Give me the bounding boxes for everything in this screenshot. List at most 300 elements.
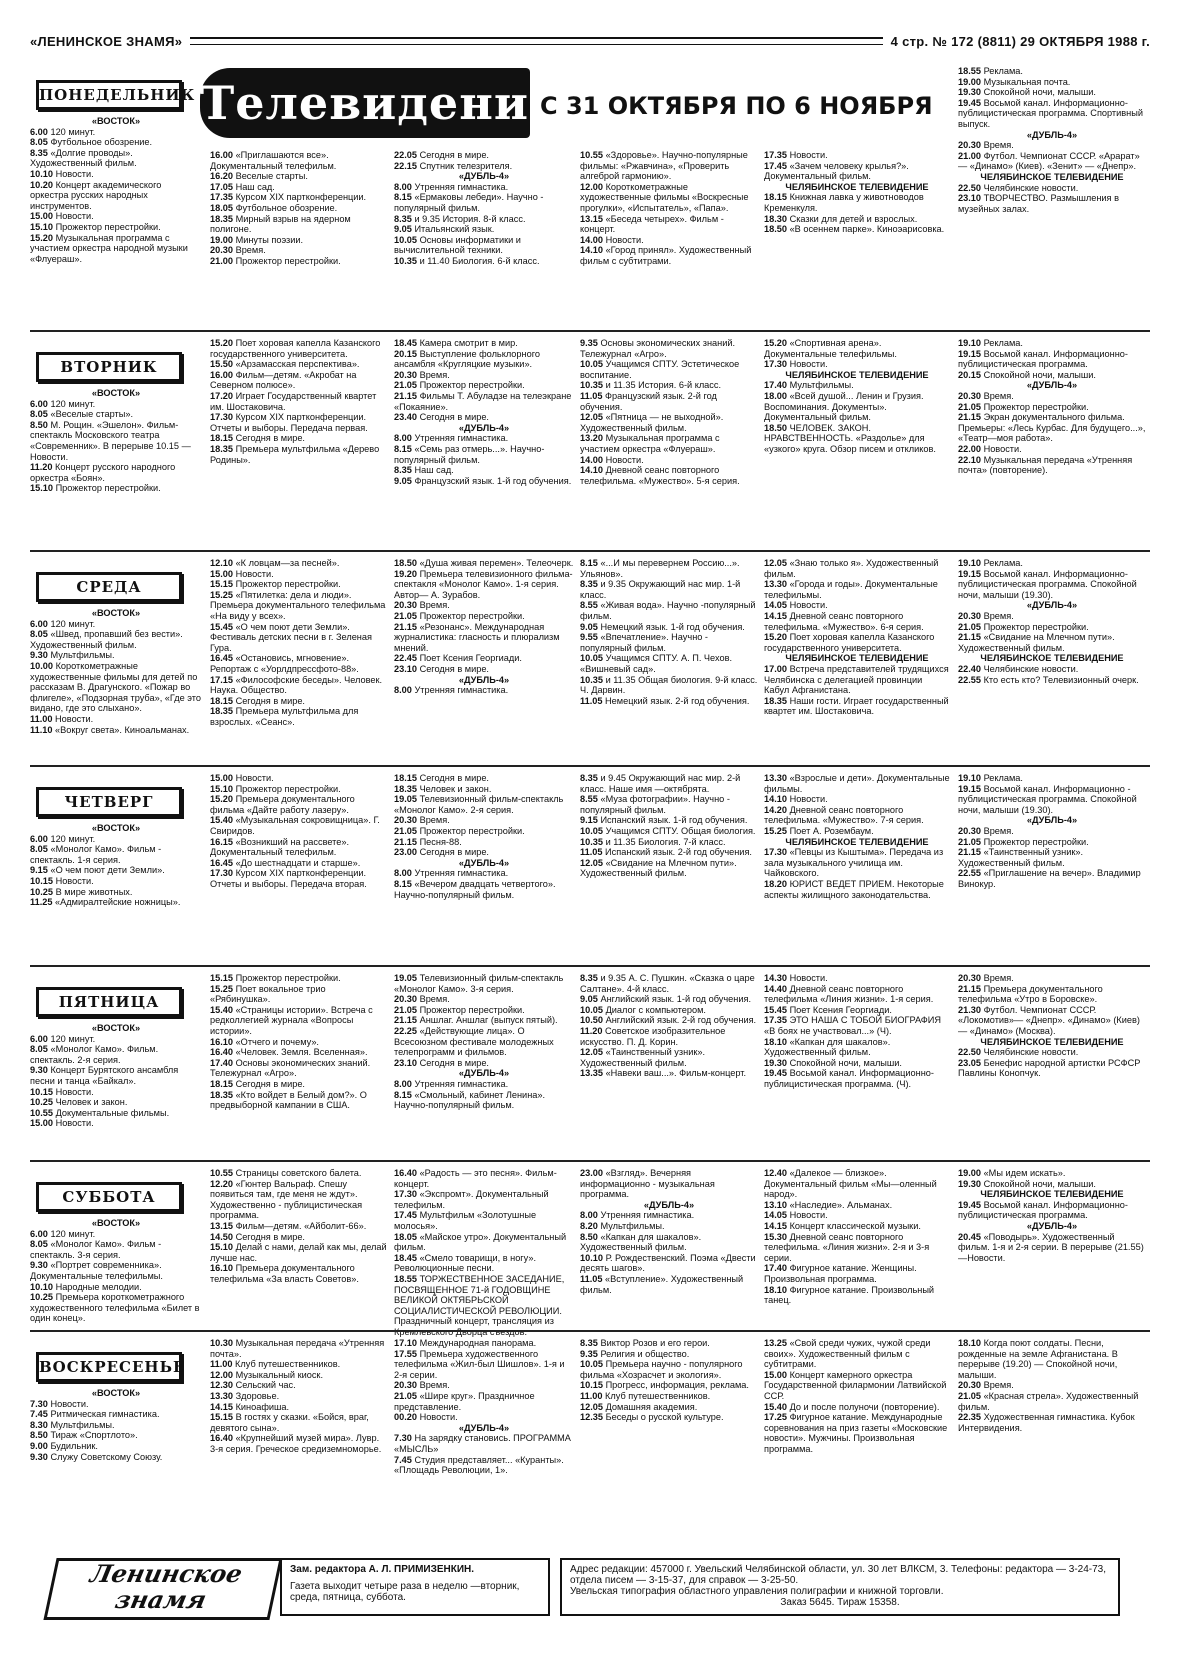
program-time: 9.15 (30, 865, 48, 876)
program-time: 21.05 (394, 1004, 417, 1015)
program-entry (394, 973, 574, 994)
program-entry (580, 847, 758, 858)
schedule-column (764, 338, 950, 455)
program-time: 19.15 (958, 783, 981, 794)
program-title: «Действующие лица». О Всесоюзном фестивале молодежных телепрограмм и фильмов. (394, 1025, 554, 1058)
editor-line: Зам. редактора А. Л. ПРИМИЗЕНКИН. (290, 1564, 475, 1575)
program-title: «Спортивная арена». Документальные телефильмы. (764, 338, 897, 359)
program-title: Народные мелодии. (55, 1281, 142, 1292)
schedule-column (580, 1338, 758, 1423)
program-title: Фигурное катание. Женщины. Произвольная программа. (764, 1263, 917, 1284)
schedule-column (30, 973, 202, 1129)
program-entry (210, 1242, 388, 1263)
program-entry (210, 338, 388, 359)
program-time: 10.00 (30, 660, 53, 671)
program-title: Прожектор перестройки. (55, 221, 161, 232)
program-time: 8.00 (394, 868, 412, 879)
program-entry (30, 865, 202, 876)
program-time: 15.45 (764, 1004, 787, 1015)
program-time: 9.30 (30, 1451, 48, 1462)
program-title: «Приглашаются все». Документальный телефильм. (210, 150, 337, 171)
program-title: Дневной сеанс повторного телефильма. «Линия жизни». 2-я и 3-я серии. (764, 1231, 930, 1263)
program-title: Премьера телевизионного фильма-спектакля «Монолог Камо». 1-я серия. Автор— А. Зурабов. (394, 568, 573, 600)
program-entry (394, 1232, 574, 1253)
program-entry (958, 77, 1146, 88)
program-title: Премьера документального телефильма «Утро в Боровске». (958, 983, 1103, 1005)
program-entry (580, 696, 758, 707)
program-time: 15.20 (30, 232, 53, 243)
program-time: 16.40 (210, 1433, 233, 1444)
program-title: и 9.45 Окружающий нас мир. 2-й класс. Наше имя —октябрята. (580, 773, 741, 794)
program-entry (210, 150, 388, 171)
schedule-column (210, 338, 388, 465)
program-time: 10.55 (30, 1107, 53, 1118)
program-entry (958, 773, 1146, 784)
program-time: 21.05 (958, 1390, 981, 1401)
program-entry (210, 984, 388, 1005)
program-title: Страницы советского балета. (235, 1168, 362, 1178)
program-entry (580, 1380, 758, 1391)
program-title: Сельский час. (235, 1380, 296, 1391)
program-time: 8.05 (30, 137, 48, 148)
program-entry (210, 868, 388, 889)
program-entry (764, 423, 950, 455)
program-entry (30, 483, 202, 494)
program-time: 19.20 (394, 568, 417, 579)
program-entry (394, 558, 574, 569)
program-title: «Отчего и почему». (235, 1036, 319, 1047)
program-entry (210, 171, 388, 182)
program-title: Восьмой канал. Информационно-публицистическая программа. (Ч). (764, 1068, 934, 1089)
program-title: Новости. (789, 359, 828, 370)
day-label: СУББОТА (36, 1182, 182, 1212)
program-time: 17.35 (210, 192, 233, 203)
program-entry (394, 1058, 574, 1069)
program-title: Аншлаг. Аншлаг (выпуск пятый). (419, 1015, 558, 1026)
program-time: 21.15 (958, 412, 981, 423)
program-entry (210, 370, 388, 391)
program-time: 15.40 (764, 1401, 787, 1412)
program-title: Концерт Бурятского ансамбля песни и танца «Байкал». (30, 1065, 179, 1086)
program-title: «Мы идем искать». (983, 1168, 1066, 1178)
schedule-column (210, 973, 388, 1111)
program-time: 14.50 (210, 1231, 233, 1242)
program-title: Поет Ксения Георгиади. (419, 653, 522, 664)
program-title: «Адмиралтейские ножницы». (55, 897, 181, 908)
program-title: Футбольное обозрение. (235, 202, 338, 213)
program-title: «Крупнейший музей мира». Лувр. 3-я серия. Греческое средиземноморье. (210, 1433, 382, 1454)
program-entry: «ВОСТОК» (91, 1023, 141, 1033)
program-title: Основы экономических знаний. Тележурнал «Агро». (210, 1057, 371, 1079)
program-title: Прожектор перестройки. (55, 483, 161, 494)
program-title: «Знаю только я». Художественный фильм. (764, 558, 939, 579)
program-title: Дневной сеанс повторного телефильма. «Мужество». 7-я серия. (764, 804, 924, 826)
program-title: Фигурное катание. Международные соревнования на приз газеты «Московские новости». Мужчины. Произвольная программа. (764, 1412, 948, 1454)
program-entry (394, 1380, 574, 1391)
program-entry (210, 1412, 388, 1433)
program-time: 14.05 (764, 1210, 787, 1221)
program-entry: ЧЕЛЯБИНСКОЕ ТЕЛЕВИДЕНИЕ (785, 181, 929, 192)
program-time: 17.35 (764, 150, 787, 160)
program-time: 6.00 (30, 833, 48, 844)
schedule-column (958, 973, 1146, 1079)
program-entry (580, 794, 758, 815)
program-title: Новости. (789, 150, 828, 160)
program-title: «Монолог Камо». Фильм - спектакль. 1-я серия. (30, 844, 162, 865)
program-entry: ЧЕЛЯБИНСКОЕ ТЕЛЕВИДЕНИЕ (785, 836, 929, 847)
program-entry (210, 675, 388, 696)
program-entry (30, 661, 202, 714)
program-title: На зарядку становись. ПРОГРАММА «МЫСЛЬ» (394, 1433, 571, 1454)
program-title: Поет хоровая капелла Казанского государственного университета. (764, 632, 935, 653)
program-title: Немецкий язык. 1-й год обучения. (600, 621, 745, 632)
program-time: 16.00 (210, 369, 233, 380)
program-title: Курсом XIX партконференции. Отчеты и выборы. Передача первая. (210, 412, 368, 433)
program-title: Клуб путешественников. (235, 1359, 341, 1370)
program-entry (210, 412, 388, 433)
program-time: 18.35 (210, 213, 233, 224)
program-entry (580, 1338, 758, 1349)
program-title: Дневной сеанс повторного телефильма. «Мужество». 5-я серия. (580, 465, 740, 486)
program-entry (30, 180, 202, 212)
footer (30, 1550, 1150, 1630)
program-time: 15.25 (764, 825, 787, 836)
program-title: «Навеки ваш...». Фильм-концерт. (605, 1068, 747, 1079)
program-entry (30, 619, 202, 630)
program-title: Прожектор перестройки. (419, 610, 525, 621)
program-time: 21.05 (958, 836, 981, 847)
program-title: Время. (419, 369, 450, 380)
program-time: 21.05 (394, 825, 417, 836)
program-time: 20.30 (958, 973, 981, 983)
program-entry (764, 224, 950, 235)
program-entry (30, 399, 202, 410)
program-entry (30, 1282, 202, 1293)
program-time: 10.05 (580, 359, 603, 370)
program-time: 13.35 (580, 1068, 603, 1079)
program-entry (394, 1433, 574, 1454)
program-title: Время. (983, 973, 1014, 983)
program-entry (30, 834, 202, 845)
program-title: Новости. (789, 600, 828, 611)
program-title: Телевизионный фильм-спектакль «Монолог Камо». 2-я серия. (394, 794, 564, 815)
program-entry (30, 844, 202, 865)
program-entry: «ДУБЛЬ-4» (458, 171, 510, 182)
program-title: Реклама. (983, 773, 1023, 783)
program-entry (30, 887, 202, 898)
program-title: Сегодня в мире. (419, 1057, 489, 1068)
program-entry (210, 1179, 388, 1221)
program-title: Прожектор перестройки. (235, 973, 341, 983)
program-entry (394, 370, 574, 381)
program-entry (30, 1430, 202, 1441)
program-entry (394, 412, 574, 423)
program-title: Английский язык. 1-й год обучения. (600, 994, 751, 1005)
program-time: 21.15 (394, 621, 417, 632)
program-entry (30, 1097, 202, 1108)
program-entry (958, 569, 1146, 601)
program-entry (580, 1391, 758, 1402)
program-title: Поет Ксения Георгиади. (789, 1004, 892, 1015)
program-entry (764, 359, 950, 370)
program-entry (958, 675, 1146, 686)
program-title: Студия представляет... «Куранты». «Площадь Революции, 1». (394, 1454, 564, 1476)
program-entry: «ВОСТОК» (91, 116, 141, 126)
program-entry (958, 444, 1146, 455)
program-entry (580, 994, 758, 1005)
program-time: 10.15 (30, 1086, 53, 1097)
program-entry (394, 235, 574, 256)
program-time: 15.40 (210, 1004, 233, 1015)
program-time: 20.45 (958, 1231, 981, 1242)
program-time: 18.55 (958, 66, 981, 76)
day-section-wed (30, 550, 1150, 757)
program-title: ТВОРЧЕСТВО. Размышления в музейных залах. (958, 193, 1119, 214)
program-entry: «ВОСТОК» (91, 388, 141, 398)
program-title: Сегодня в мире. (419, 663, 489, 674)
program-time: 16.10 (210, 1036, 233, 1047)
program-title: Новости. (789, 1210, 828, 1221)
program-title: Музыкальный киоск. (235, 1369, 323, 1380)
program-time: 13.30 (210, 1390, 233, 1401)
program-time: 13.10 (764, 1199, 787, 1210)
program-time: 23.10 (394, 1057, 417, 1068)
program-entry (210, 1433, 388, 1454)
program-time: 17.45 (764, 160, 787, 171)
program-title: Дневной сеанс повторного телефильма «Линия жизни». 1-я серия. (764, 983, 934, 1005)
program-entry (958, 826, 1146, 837)
program-entry (394, 1090, 574, 1111)
program-time: 8.15 (394, 878, 412, 889)
program-title: «Душа живая перемен». Телеочерк. (419, 558, 574, 568)
program-entry (764, 879, 950, 900)
program-title: До и после полуночи (повторение). (789, 1401, 940, 1412)
program-entry (764, 1370, 950, 1402)
program-title: Советское изобразительное искусство. П. Д. Корин. (580, 1025, 726, 1047)
program-entry (394, 1455, 574, 1476)
program-title: Новости. (789, 794, 828, 805)
program-entry (764, 1285, 950, 1306)
program-time: 8.15 (394, 443, 412, 454)
program-title: Поет вокальное трио «Рябинушка». (210, 983, 326, 1005)
program-time: 10.50 (580, 1015, 603, 1026)
program-entry (958, 402, 1146, 413)
program-entry: ЧЕЛЯБИНСКОЕ ТЕЛЕВИДЕНИЕ (785, 653, 929, 664)
program-title: Спокойной ночи, малыши. (789, 1057, 902, 1068)
program-entry (958, 1391, 1146, 1412)
program-title: «Философские беседы». Человек. Наука. Общество. (210, 674, 383, 696)
program-time: 14.10 (764, 794, 787, 805)
program-title: «Арзамасская перспектива». (235, 359, 360, 370)
program-entry (764, 1412, 950, 1454)
program-title: Спокойной ночи, малыши. (983, 369, 1096, 380)
program-entry (30, 714, 202, 725)
program-title: Челябинские новости. (983, 1047, 1079, 1058)
order-line: Заказ 5645. Тираж 15358. (780, 1597, 900, 1608)
program-title: Курсом XIX партконференции. Отчеты и выборы. Передача вторая. (210, 868, 367, 889)
program-title: 120 минут. (50, 398, 96, 409)
program-title: и 11.40 Биология. 6-й класс. (419, 255, 540, 266)
schedule-column (30, 1168, 202, 1324)
program-entry (394, 192, 574, 213)
program-title: Время. (983, 825, 1014, 836)
program-time: 16.45 (210, 653, 233, 664)
program-title: Время. (235, 245, 266, 256)
program-entry (210, 1359, 388, 1370)
program-time: 21.15 (958, 632, 981, 643)
program-time: 8.00 (394, 1078, 412, 1089)
program-time: 9.35 (580, 338, 598, 348)
address-line: Адрес редакции: 457000 г. Увельский Челябинской области, ул. 30 лет ВЛКСМ, 3. Телефоны: редактора — 3-24-73, отдела писем — 3-15-37, для справок — 3-25-50. (570, 1564, 1107, 1586)
program-entry (580, 1210, 758, 1221)
program-time: 10.10 (580, 1252, 603, 1263)
program-title: Книжная лавка у животноводов Кременкуля. (764, 192, 924, 213)
program-entry (958, 611, 1146, 622)
program-entry (30, 1399, 202, 1410)
program-entry (764, 611, 950, 632)
program-entry (958, 349, 1146, 370)
program-time: 19.45 (958, 97, 981, 108)
schedule-column (764, 150, 950, 235)
program-title: «Кто войдет в Белый дом?». О предвыборной кампании в США. (210, 1089, 367, 1111)
program-entry (764, 1263, 950, 1284)
program-time: 19.10 (958, 558, 981, 568)
program-time: 12.30 (210, 1380, 233, 1391)
program-time: 15.45 (210, 621, 233, 632)
program-time: 8.50 (580, 1231, 598, 1242)
program-time: 13.20 (580, 433, 603, 444)
program-time: 18.45 (394, 338, 417, 348)
program-entry (394, 653, 574, 664)
program-title: Будильник. (50, 1440, 98, 1451)
program-time: 15.00 (30, 211, 53, 222)
day-section-thu (30, 765, 1150, 957)
program-title: Восьмой канал. Информационно-публицистическая программа. Спокойной ночи, малыши (19.30). (958, 568, 1137, 600)
program-time: 12.35 (580, 1412, 603, 1423)
program-entry (394, 214, 574, 225)
schedule-column (30, 66, 202, 264)
program-entry (30, 127, 202, 138)
program-time: 6.00 (30, 398, 48, 409)
program-time: 10.05 (580, 825, 603, 836)
program-entry (210, 192, 388, 203)
program-title: Делай с нами, делай как мы, делай лучше нас. (210, 1242, 387, 1263)
program-time: 15.25 (210, 983, 233, 994)
program-entry (210, 558, 388, 569)
program-time: 15.25 (210, 589, 233, 600)
program-title: Премьера короткометражного художественного телефильма «Билет в один конец». (30, 1292, 200, 1324)
program-time: 20.30 (958, 825, 981, 836)
program-entry (958, 183, 1146, 194)
program-title: Учащимся СПТУ. Общая биология. (605, 825, 756, 836)
program-title: «Монолог Камо». Фильм - спектакль. 3-я серия. (30, 1239, 162, 1260)
program-title: Здоровье. (235, 1390, 280, 1401)
program-time: 9.30 (30, 1065, 48, 1076)
header-rule (190, 37, 882, 45)
program-title: «Города и годы». Документальные телефильмы. (764, 579, 938, 600)
schedule-column (580, 558, 758, 706)
program-time: 15.15 (210, 1412, 233, 1423)
program-title: Сегодня в мире. (419, 412, 489, 423)
program-title: Прожектор перестройки. (419, 380, 525, 391)
program-time: 11.20 (580, 1025, 603, 1036)
program-title: Новости. (983, 443, 1022, 454)
program-time: 14.05 (764, 600, 787, 611)
program-entry (210, 256, 388, 267)
program-title: Учащимся СПТУ. Эстетическое воспитание. (580, 359, 740, 380)
program-entry (30, 1065, 202, 1086)
schedule-column (764, 1168, 950, 1306)
program-entry (394, 794, 574, 815)
program-entry (394, 622, 574, 654)
program-title: Играет Государственный квартет им. Шостаковича. (210, 390, 377, 412)
issue-info: 4 стр. № 172 (8811) 29 ОКТЯБРЯ 1988 г. (890, 33, 1150, 49)
program-title: В мире животных. (55, 886, 133, 897)
program-time: 19.45 (958, 1199, 981, 1210)
program-entry (394, 1015, 574, 1026)
program-title: «К ловцам—за песней». (235, 558, 340, 568)
program-time: 15.30 (764, 1231, 787, 1242)
program-title: Прожектор перестройки. (235, 579, 341, 590)
program-title: и 9.35 А. С. Пушкин. «Сказка о царе Салтане». 4-й класс. (580, 973, 755, 994)
program-entry (210, 1079, 388, 1090)
program-entry (210, 203, 388, 214)
program-entry (210, 1391, 388, 1402)
program-title: Спокойной ночи, малыши. (983, 1178, 1096, 1189)
program-time: 20.15 (958, 369, 981, 380)
program-time: 8.05 (30, 1239, 48, 1250)
program-time: 21.15 (394, 836, 417, 847)
day-section-mon (30, 60, 1150, 330)
program-entry (764, 1338, 950, 1370)
program-time: 19.10 (958, 773, 981, 783)
program-time: 10.25 (30, 886, 53, 897)
program-entry (958, 984, 1146, 1005)
program-title: Премьера документального телефильма «За власть Советов». (210, 1263, 359, 1284)
program-entry (210, 837, 388, 858)
program-entry (580, 653, 758, 674)
program-time: 8.35 (580, 579, 598, 590)
program-time: 10.05 (394, 234, 417, 245)
program-time: 10.15 (580, 1380, 603, 1391)
program-time: 10.10 (30, 1281, 53, 1292)
program-time: 16.10 (210, 1263, 233, 1274)
program-time: 22.50 (958, 182, 981, 193)
program-entry (210, 1232, 388, 1243)
program-entry (764, 1221, 950, 1232)
program-title: Прожектор перестройки. (419, 825, 525, 836)
day-label: ВТОРНИК (36, 352, 182, 382)
program-entry (30, 1409, 202, 1420)
program-time: 18.35 (210, 443, 233, 454)
program-time: 7.45 (30, 1409, 48, 1420)
program-title: «Остановись, мгновение». Репортаж с «Уорлдпрессфото-88». (210, 653, 359, 674)
program-time: 15.50 (210, 359, 233, 370)
program-time: 22.10 (958, 454, 981, 465)
program-time: 10.05 (580, 1004, 603, 1015)
program-entry (394, 161, 574, 172)
schedule-column (394, 773, 574, 900)
program-title: «Вечером двадцать четвертого». Научно-популярный фильм. (394, 878, 556, 900)
program-time: 9.35 (580, 1348, 598, 1359)
program-time: 18.05 (210, 202, 233, 213)
program-entry: «ДУБЛЬ-4» (458, 857, 510, 868)
program-title: Беседы о русской культуре. (605, 1412, 724, 1423)
program-title: Мирный взрыв на ядерном полигоне. (210, 213, 351, 235)
program-entry (394, 826, 574, 837)
program-time: 21.15 (958, 983, 981, 994)
schedule-column (210, 1338, 388, 1455)
